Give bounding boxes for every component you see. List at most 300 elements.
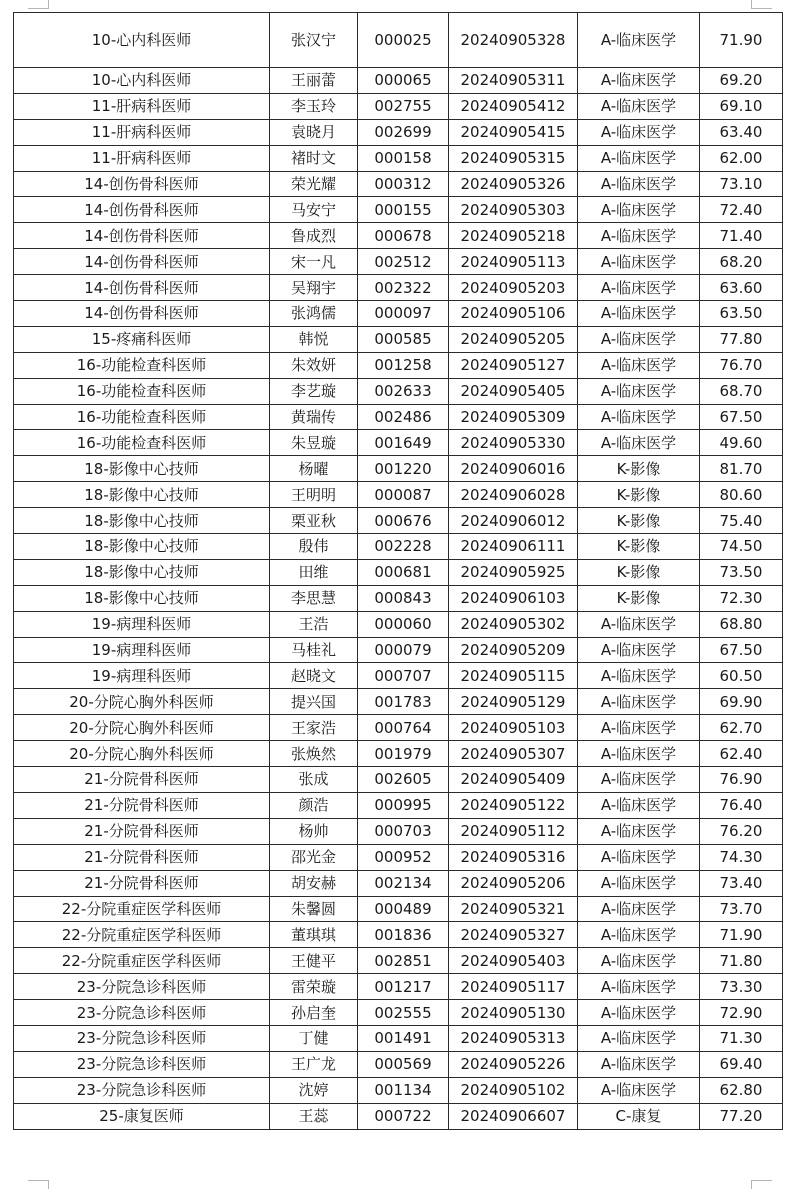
id-cell: 000097 — [358, 301, 449, 327]
position-cell: 18-影像中心技师 — [14, 534, 270, 560]
name-cell: 颜浩 — [270, 792, 358, 818]
exam-number-cell: 20240906111 — [449, 534, 578, 560]
table-row — [14, 1103, 783, 1129]
crop-mark-bottom-right — [751, 1180, 772, 1189]
table-row — [14, 197, 783, 223]
id-cell: 000158 — [358, 145, 449, 171]
table-row — [14, 378, 783, 404]
position-cell: 14-创伤骨科医师 — [14, 197, 270, 223]
position-cell: 14-创伤骨科医师 — [14, 275, 270, 301]
exam-number-cell: 20240905122 — [449, 792, 578, 818]
category-cell: A-临床医学 — [578, 378, 700, 404]
position-cell: 20-分院心胸外科医师 — [14, 741, 270, 767]
position-cell: 21-分院骨科医师 — [14, 792, 270, 818]
name-cell: 杨帅 — [270, 818, 358, 844]
id-cell: 001649 — [358, 430, 449, 456]
name-cell: 栗亚秋 — [270, 508, 358, 534]
score-cell: 75.40 — [700, 508, 783, 534]
position-cell: 23-分院急诊科医师 — [14, 1051, 270, 1077]
crop-mark-top-right — [751, 0, 772, 9]
score-cell: 71.40 — [700, 223, 783, 249]
category-cell: K-影像 — [578, 482, 700, 508]
table-row — [14, 171, 783, 197]
position-cell: 18-影像中心技师 — [14, 456, 270, 482]
table-row — [14, 352, 783, 378]
score-cell: 74.50 — [700, 534, 783, 560]
id-cell: 000722 — [358, 1103, 449, 1129]
exam-number-cell: 20240905102 — [449, 1077, 578, 1103]
table-row — [14, 68, 783, 94]
id-cell: 000155 — [358, 197, 449, 223]
exam-number-cell: 20240905409 — [449, 767, 578, 793]
category-cell: A-临床医学 — [578, 119, 700, 145]
score-cell: 72.30 — [700, 585, 783, 611]
score-cell: 62.00 — [700, 145, 783, 171]
position-cell: 18-影像中心技师 — [14, 508, 270, 534]
table-row — [14, 119, 783, 145]
position-cell: 20-分院心胸外科医师 — [14, 689, 270, 715]
position-cell: 21-分院骨科医师 — [14, 818, 270, 844]
exam-number-cell: 20240905321 — [449, 896, 578, 922]
category-cell: A-临床医学 — [578, 223, 700, 249]
exam-number-cell: 20240906103 — [449, 585, 578, 611]
table-row — [14, 637, 783, 663]
category-cell: K-影像 — [578, 456, 700, 482]
exam-number-cell: 20240905925 — [449, 559, 578, 585]
score-cell: 63.50 — [700, 301, 783, 327]
category-cell: A-临床医学 — [578, 767, 700, 793]
position-cell: 14-创伤骨科医师 — [14, 171, 270, 197]
score-cell: 62.40 — [700, 741, 783, 767]
name-cell: 张汉宁 — [270, 13, 358, 68]
name-cell: 吴翔宇 — [270, 275, 358, 301]
name-cell: 王健平 — [270, 948, 358, 974]
exam-number-cell: 20240905307 — [449, 741, 578, 767]
id-cell: 000764 — [358, 715, 449, 741]
table-row — [14, 767, 783, 793]
score-cell: 72.90 — [700, 1000, 783, 1026]
exam-number-cell: 20240905117 — [449, 974, 578, 1000]
score-cell: 67.50 — [700, 637, 783, 663]
table-row — [14, 922, 783, 948]
score-cell: 76.90 — [700, 767, 783, 793]
id-cell: 000312 — [358, 171, 449, 197]
exam-number-cell: 20240905206 — [449, 870, 578, 896]
exam-number-cell: 20240905303 — [449, 197, 578, 223]
name-cell: 韩悦 — [270, 326, 358, 352]
table-row — [14, 663, 783, 689]
category-cell: A-临床医学 — [578, 611, 700, 637]
position-cell: 10-心内科医师 — [14, 13, 270, 68]
category-cell: A-临床医学 — [578, 792, 700, 818]
score-cell: 73.40 — [700, 870, 783, 896]
table-row — [14, 1077, 783, 1103]
exam-number-cell: 20240905209 — [449, 637, 578, 663]
name-cell: 胡安赫 — [270, 870, 358, 896]
id-cell: 000678 — [358, 223, 449, 249]
category-cell: A-临床医学 — [578, 171, 700, 197]
table-row — [14, 223, 783, 249]
category-cell: A-临床医学 — [578, 68, 700, 94]
name-cell: 荣光耀 — [270, 171, 358, 197]
category-cell: A-临床医学 — [578, 1077, 700, 1103]
name-cell: 袁晓月 — [270, 119, 358, 145]
score-cell: 74.30 — [700, 844, 783, 870]
table-row — [14, 275, 783, 301]
id-cell: 000703 — [358, 818, 449, 844]
id-cell: 002512 — [358, 249, 449, 275]
category-cell: A-临床医学 — [578, 637, 700, 663]
name-cell: 马桂礼 — [270, 637, 358, 663]
score-cell: 73.10 — [700, 171, 783, 197]
id-cell: 001491 — [358, 1025, 449, 1051]
name-cell: 王广龙 — [270, 1051, 358, 1077]
id-cell: 002228 — [358, 534, 449, 560]
position-cell: 22-分院重症医学科医师 — [14, 922, 270, 948]
id-cell: 000025 — [358, 13, 449, 68]
category-cell: C-康复 — [578, 1103, 700, 1129]
score-cell: 77.80 — [700, 326, 783, 352]
category-cell: A-临床医学 — [578, 326, 700, 352]
id-cell: 000065 — [358, 68, 449, 94]
score-cell: 81.70 — [700, 456, 783, 482]
category-cell: A-临床医学 — [578, 922, 700, 948]
exam-number-cell: 20240905311 — [449, 68, 578, 94]
table-row — [14, 585, 783, 611]
id-cell: 001258 — [358, 352, 449, 378]
name-cell: 张鸿儒 — [270, 301, 358, 327]
position-cell: 19-病理科医师 — [14, 637, 270, 663]
table-row — [14, 948, 783, 974]
name-cell: 黄瑞传 — [270, 404, 358, 430]
id-cell: 000569 — [358, 1051, 449, 1077]
position-cell: 22-分院重症医学科医师 — [14, 948, 270, 974]
id-cell: 002486 — [358, 404, 449, 430]
id-cell: 002633 — [358, 378, 449, 404]
position-cell: 21-分院骨科医师 — [14, 767, 270, 793]
position-cell: 14-创伤骨科医师 — [14, 301, 270, 327]
score-cell: 62.80 — [700, 1077, 783, 1103]
category-cell: K-影像 — [578, 508, 700, 534]
exam-number-cell: 20240906607 — [449, 1103, 578, 1129]
position-cell: 18-影像中心技师 — [14, 559, 270, 585]
score-cell: 71.80 — [700, 948, 783, 974]
table-row — [14, 611, 783, 637]
exam-number-cell: 20240905328 — [449, 13, 578, 68]
exam-number-cell: 20240906012 — [449, 508, 578, 534]
name-cell: 孙启奎 — [270, 1000, 358, 1026]
id-cell: 000585 — [358, 326, 449, 352]
name-cell: 鲁成烈 — [270, 223, 358, 249]
exam-number-cell: 20240905106 — [449, 301, 578, 327]
exam-number-cell: 20240905412 — [449, 93, 578, 119]
position-cell: 18-影像中心技师 — [14, 482, 270, 508]
id-cell: 001979 — [358, 741, 449, 767]
category-cell: A-临床医学 — [578, 948, 700, 974]
exam-number-cell: 20240905226 — [449, 1051, 578, 1077]
position-cell: 20-分院心胸外科医师 — [14, 715, 270, 741]
category-cell: A-临床医学 — [578, 1051, 700, 1077]
name-cell: 赵晓文 — [270, 663, 358, 689]
name-cell: 宋一凡 — [270, 249, 358, 275]
category-cell: K-影像 — [578, 559, 700, 585]
category-cell: A-临床医学 — [578, 870, 700, 896]
exam-number-cell: 20240905205 — [449, 326, 578, 352]
name-cell: 马安宁 — [270, 197, 358, 223]
category-cell: A-临床医学 — [578, 896, 700, 922]
table-row — [14, 896, 783, 922]
exam-number-cell: 20240905113 — [449, 249, 578, 275]
category-cell: A-临床医学 — [578, 741, 700, 767]
crop-mark-bottom-left — [28, 1180, 49, 1189]
category-cell: A-临床医学 — [578, 663, 700, 689]
position-cell: 14-创伤骨科医师 — [14, 249, 270, 275]
name-cell: 王家浩 — [270, 715, 358, 741]
id-cell: 002555 — [358, 1000, 449, 1026]
score-cell: 69.90 — [700, 689, 783, 715]
category-cell: A-临床医学 — [578, 818, 700, 844]
score-cell: 71.30 — [700, 1025, 783, 1051]
table-row — [14, 741, 783, 767]
name-cell: 朱馨圆 — [270, 896, 358, 922]
table-row — [14, 430, 783, 456]
position-cell: 18-影像中心技师 — [14, 585, 270, 611]
category-cell: A-临床医学 — [578, 1000, 700, 1026]
exam-number-cell: 20240905309 — [449, 404, 578, 430]
position-cell: 14-创伤骨科医师 — [14, 223, 270, 249]
name-cell: 丁健 — [270, 1025, 358, 1051]
name-cell: 王蕊 — [270, 1103, 358, 1129]
id-cell: 000079 — [358, 637, 449, 663]
name-cell: 褚时文 — [270, 145, 358, 171]
category-cell: A-临床医学 — [578, 715, 700, 741]
exam-number-cell: 20240905129 — [449, 689, 578, 715]
position-cell: 16-功能检查科医师 — [14, 378, 270, 404]
score-cell: 49.60 — [700, 430, 783, 456]
table-row — [14, 974, 783, 1000]
exam-number-cell: 20240905403 — [449, 948, 578, 974]
table-row — [14, 870, 783, 896]
id-cell: 002699 — [358, 119, 449, 145]
category-cell: A-临床医学 — [578, 844, 700, 870]
name-cell: 张成 — [270, 767, 358, 793]
position-cell: 23-分院急诊科医师 — [14, 1025, 270, 1051]
table-row — [14, 559, 783, 585]
exam-number-cell: 20240905127 — [449, 352, 578, 378]
category-cell: A-临床医学 — [578, 275, 700, 301]
score-cell: 69.20 — [700, 68, 783, 94]
table-row — [14, 482, 783, 508]
category-cell: A-临床医学 — [578, 93, 700, 119]
category-cell: A-临床医学 — [578, 352, 700, 378]
score-cell: 68.20 — [700, 249, 783, 275]
position-cell: 11-肝病科医师 — [14, 93, 270, 119]
id-cell: 001220 — [358, 456, 449, 482]
position-cell: 11-肝病科医师 — [14, 145, 270, 171]
id-cell: 001783 — [358, 689, 449, 715]
position-cell: 23-分院急诊科医师 — [14, 1000, 270, 1026]
name-cell: 王浩 — [270, 611, 358, 637]
id-cell: 000681 — [358, 559, 449, 585]
position-cell: 23-分院急诊科医师 — [14, 974, 270, 1000]
category-cell: K-影像 — [578, 585, 700, 611]
exam-number-cell: 20240905415 — [449, 119, 578, 145]
category-cell: A-临床医学 — [578, 197, 700, 223]
table-row — [14, 689, 783, 715]
score-cell: 73.70 — [700, 896, 783, 922]
table-row — [14, 145, 783, 171]
name-cell: 杨曜 — [270, 456, 358, 482]
position-cell: 16-功能检查科医师 — [14, 404, 270, 430]
position-cell: 25-康复医师 — [14, 1103, 270, 1129]
name-cell: 提兴国 — [270, 689, 358, 715]
table-row — [14, 326, 783, 352]
score-cell: 71.90 — [700, 922, 783, 948]
id-cell: 000843 — [358, 585, 449, 611]
score-cell: 62.70 — [700, 715, 783, 741]
category-cell: A-临床医学 — [578, 13, 700, 68]
exam-results-table — [13, 12, 783, 1130]
exam-number-cell: 20240905313 — [449, 1025, 578, 1051]
exam-number-cell: 20240905315 — [449, 145, 578, 171]
name-cell: 王丽蕾 — [270, 68, 358, 94]
position-cell: 21-分院骨科医师 — [14, 844, 270, 870]
crop-mark-top-left — [28, 0, 49, 9]
id-cell: 002851 — [358, 948, 449, 974]
exam-number-cell: 20240905302 — [449, 611, 578, 637]
score-cell: 69.10 — [700, 93, 783, 119]
position-cell: 21-分院骨科医师 — [14, 870, 270, 896]
position-cell: 16-功能检查科医师 — [14, 352, 270, 378]
table-row — [14, 534, 783, 560]
id-cell: 001217 — [358, 974, 449, 1000]
id-cell: 000087 — [358, 482, 449, 508]
id-cell: 000489 — [358, 896, 449, 922]
name-cell: 朱昱璇 — [270, 430, 358, 456]
exam-number-cell: 20240905103 — [449, 715, 578, 741]
table-row — [14, 1000, 783, 1026]
name-cell: 沈婷 — [270, 1077, 358, 1103]
name-cell: 田维 — [270, 559, 358, 585]
name-cell: 张焕然 — [270, 741, 358, 767]
exam-number-cell: 20240905327 — [449, 922, 578, 948]
category-cell: A-临床医学 — [578, 430, 700, 456]
exam-number-cell: 20240905405 — [449, 378, 578, 404]
exam-number-cell: 20240905218 — [449, 223, 578, 249]
exam-number-cell: 20240905130 — [449, 1000, 578, 1026]
exam-results-body — [14, 13, 783, 1130]
table-row — [14, 715, 783, 741]
table-row — [14, 456, 783, 482]
table-row — [14, 249, 783, 275]
position-cell: 22-分院重症医学科医师 — [14, 896, 270, 922]
position-cell: 15-疼痛科医师 — [14, 326, 270, 352]
table-row — [14, 792, 783, 818]
score-cell: 73.30 — [700, 974, 783, 1000]
score-cell: 69.40 — [700, 1051, 783, 1077]
name-cell: 雷荣璇 — [270, 974, 358, 1000]
position-cell: 19-病理科医师 — [14, 611, 270, 637]
score-cell: 71.90 — [700, 13, 783, 68]
score-cell: 80.60 — [700, 482, 783, 508]
score-cell: 73.50 — [700, 559, 783, 585]
table-row — [14, 818, 783, 844]
score-cell: 76.20 — [700, 818, 783, 844]
exam-number-cell: 20240905316 — [449, 844, 578, 870]
score-cell: 63.40 — [700, 119, 783, 145]
table-row — [14, 1025, 783, 1051]
id-cell: 000676 — [358, 508, 449, 534]
exam-number-cell: 20240905203 — [449, 275, 578, 301]
category-cell: A-临床医学 — [578, 145, 700, 171]
category-cell: A-临床医学 — [578, 404, 700, 430]
position-cell: 11-肝病科医师 — [14, 119, 270, 145]
name-cell: 李思慧 — [270, 585, 358, 611]
id-cell: 002755 — [358, 93, 449, 119]
id-cell: 000952 — [358, 844, 449, 870]
category-cell: A-临床医学 — [578, 974, 700, 1000]
name-cell: 李玉玲 — [270, 93, 358, 119]
id-cell: 002134 — [358, 870, 449, 896]
category-cell: A-临床医学 — [578, 689, 700, 715]
category-cell: A-临床医学 — [578, 301, 700, 327]
exam-number-cell: 20240905112 — [449, 818, 578, 844]
category-cell: A-临床医学 — [578, 249, 700, 275]
table-row — [14, 844, 783, 870]
id-cell: 000060 — [358, 611, 449, 637]
name-cell: 王明明 — [270, 482, 358, 508]
exam-number-cell: 20240905115 — [449, 663, 578, 689]
position-cell: 19-病理科医师 — [14, 663, 270, 689]
score-cell: 76.40 — [700, 792, 783, 818]
table-row — [14, 508, 783, 534]
table-row — [14, 1051, 783, 1077]
name-cell: 邵光金 — [270, 844, 358, 870]
score-cell: 68.80 — [700, 611, 783, 637]
id-cell: 002322 — [358, 275, 449, 301]
name-cell: 朱效妍 — [270, 352, 358, 378]
score-cell: 68.70 — [700, 378, 783, 404]
category-cell: K-影像 — [578, 534, 700, 560]
id-cell: 000995 — [358, 792, 449, 818]
category-cell: A-临床医学 — [578, 1025, 700, 1051]
score-cell: 77.20 — [700, 1103, 783, 1129]
position-cell: 16-功能检查科医师 — [14, 430, 270, 456]
score-cell: 60.50 — [700, 663, 783, 689]
name-cell: 殷伟 — [270, 534, 358, 560]
position-cell: 10-心内科医师 — [14, 68, 270, 94]
table-row — [14, 301, 783, 327]
table-row — [14, 93, 783, 119]
score-cell: 67.50 — [700, 404, 783, 430]
table-row — [14, 404, 783, 430]
table-row — [14, 13, 783, 68]
name-cell: 董琪琪 — [270, 922, 358, 948]
score-cell: 72.40 — [700, 197, 783, 223]
exam-number-cell: 20240906028 — [449, 482, 578, 508]
score-cell: 63.60 — [700, 275, 783, 301]
name-cell: 李艺璇 — [270, 378, 358, 404]
id-cell: 001836 — [358, 922, 449, 948]
position-cell: 23-分院急诊科医师 — [14, 1077, 270, 1103]
exam-number-cell: 20240906016 — [449, 456, 578, 482]
score-cell: 76.70 — [700, 352, 783, 378]
exam-number-cell: 20240905330 — [449, 430, 578, 456]
id-cell: 002605 — [358, 767, 449, 793]
exam-number-cell: 20240905326 — [449, 171, 578, 197]
id-cell: 000707 — [358, 663, 449, 689]
id-cell: 001134 — [358, 1077, 449, 1103]
